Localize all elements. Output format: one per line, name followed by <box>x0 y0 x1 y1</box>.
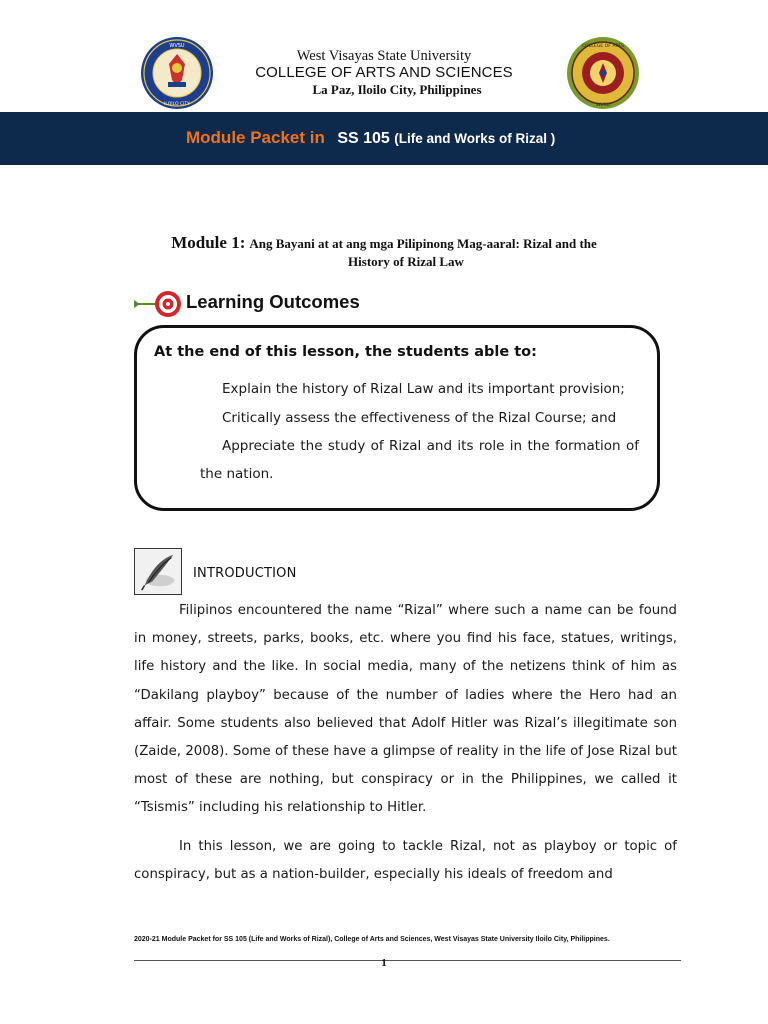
svg-text:ILOILO CITY: ILOILO CITY <box>164 102 190 107</box>
module-label: Module 1: <box>171 233 246 252</box>
banner-course-code: SS 105 <box>337 130 390 147</box>
outcome-item: Explain the history of Rizal Law and its important provision; <box>222 381 625 397</box>
module-title <box>0 233 768 253</box>
page-number: 1 <box>381 957 387 969</box>
banner-prefix: Module Packet in <box>186 128 325 147</box>
intro-paragraph: In this lesson, we are going to tackle Rizal, not as playboy or topic of conspiracy, but as a nation-builder, especially his ideals of freedom and <box>134 839 677 883</box>
banner-title <box>186 128 555 148</box>
intro-paragraph: Filipinos encountered the name “Rizal” where such a name can be found in money, streets, parks, books, etc. where you find his face, statues, writings, life history and the like. In social media, many of the netizens think of him as “Dakilang playboy” because of the number of ladies where the Hero had an affair. Some students also believed that Adolf Hitler was Rizal’s illegitimate son (Zaide, 2008). Some of these have a glimpse of reality in the life of Jose Rizal but most of these are nothing, but conspiracy or in the Philippines, we called it “Tsismis” including his relationship to Hitler. <box>134 603 677 816</box>
outcome-item: Critically assess the effectiveness of the Rizal Course; and <box>222 410 617 426</box>
svg-text:WVSU: WVSU <box>169 43 185 49</box>
introduction-heading: INTRODUCTION <box>193 566 297 581</box>
svg-text:COLLEGE OF ARTS: COLLEGE OF ARTS <box>581 44 625 49</box>
module-title-line2: History of Rizal Law <box>348 254 464 269</box>
outcome-item-continued: the nation. <box>200 466 274 482</box>
target-arrow-icon <box>134 288 182 320</box>
outcome-item: Appreciate the study of Rizal and its role in the formation of <box>222 438 639 454</box>
university-name: West Visayas State University <box>296 48 472 64</box>
svg-text:WVSU: WVSU <box>596 103 610 108</box>
outcomes-intro: At the end of this lesson, the students able to: <box>154 344 537 360</box>
quill-pen-icon <box>134 548 182 595</box>
module-title-line1: Ang Bayani at at ang mga Pilipinong Mag-aaral: Rizal and the <box>249 236 597 251</box>
university-address: La Paz, Iloilo City, Philippines <box>312 82 482 97</box>
page-footer: 2020-21 Module Packet for SS 105 (Life and Works of Rizal), College of Arts and Sciences, West Visayas State University Iloilo City, Philippines. <box>134 936 610 943</box>
college-name: COLLEGE OF ARTS AND SCIENCES <box>255 64 513 81</box>
banner-course-title: (Life and Works of Rizal ) <box>394 131 556 146</box>
module-banner <box>0 112 768 165</box>
learning-outcomes-heading: Learning Outcomes <box>186 291 360 312</box>
